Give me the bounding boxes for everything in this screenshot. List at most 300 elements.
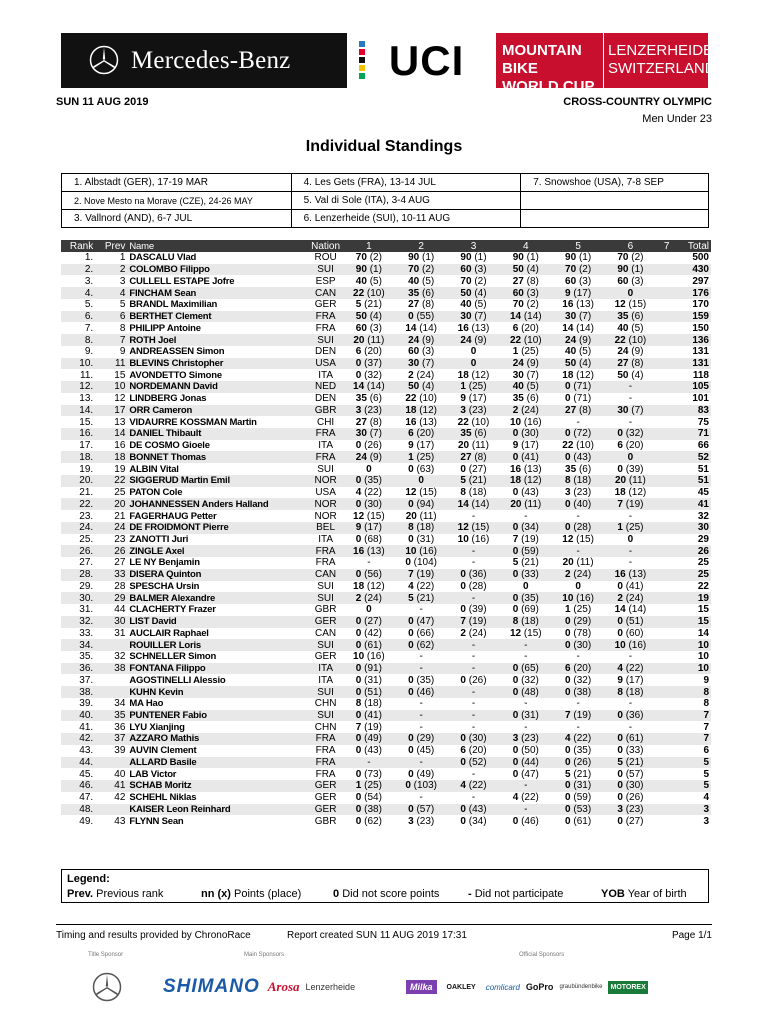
round-4-cell: 18 (12) — [500, 475, 552, 487]
round-2-cell: 0 (57) — [395, 804, 447, 816]
round-2-cell: 1 (25) — [395, 451, 447, 463]
round-5-cell: 14 (14) — [562, 322, 594, 334]
rider-name-cell: ORR Cameron — [127, 405, 308, 417]
round-2-cell — [395, 757, 447, 769]
total-cell: 19 — [677, 592, 711, 604]
round-6-cell: 6 (20) — [617, 440, 644, 452]
table-row — [61, 475, 711, 487]
round-1-cell: 0 (51) — [343, 686, 395, 698]
points-value: 22 — [562, 440, 574, 452]
round-1-cell: 3 (23) — [343, 405, 395, 417]
total-cell: 7 — [677, 733, 711, 745]
points-value: 35 — [565, 463, 577, 475]
points-value: - — [628, 721, 633, 733]
points-value: 0 — [627, 287, 634, 299]
round-6-cell — [604, 416, 656, 428]
points-value: 22 — [509, 334, 522, 346]
points-value: - — [471, 663, 476, 675]
col-round-3: 3 — [447, 240, 499, 252]
points-value: 0 — [617, 792, 623, 804]
rider-name-cell: CLACHERTY Frazer — [129, 604, 216, 616]
points-value: 0 — [617, 428, 623, 440]
total-cell: 101 — [692, 393, 709, 405]
points-value: 18 — [353, 580, 365, 592]
points-value: 0 — [408, 498, 414, 510]
total-cell: 25 — [697, 557, 709, 569]
rank-cell: 23. — [79, 510, 94, 522]
round-5-cell: 0 (40) — [552, 498, 604, 510]
round-4-cell: 90 (1) — [512, 252, 539, 264]
total-cell: 10 — [697, 651, 709, 663]
points-value: 10 — [509, 416, 522, 428]
round-7-cell — [657, 369, 677, 381]
rider-name-cell: DISERA Quinton — [127, 569, 308, 581]
round-2-cell: 40 (5) — [408, 275, 435, 287]
points-value: 24 — [355, 451, 367, 463]
rank-cell: 44. — [61, 757, 95, 769]
points-value: 20 — [458, 440, 470, 452]
points-value: 0 — [565, 815, 571, 827]
round-5-cell: 0 (72) — [552, 428, 604, 440]
venue-title — [603, 33, 716, 88]
points-value: - — [471, 592, 476, 604]
round-2-cell: 0 (94) — [395, 498, 447, 510]
nation-cell: FRA — [309, 757, 343, 769]
round-6-cell: 16 (13) — [604, 569, 656, 581]
rank-cell: 25. — [79, 533, 94, 545]
prev-rank-cell — [95, 757, 127, 769]
points-value: 20 — [353, 334, 365, 346]
points-value: 0 — [617, 616, 623, 628]
main-sponsors — [163, 970, 355, 1004]
points-value: 4 — [355, 487, 362, 499]
round-6-cell: 0 (30) — [604, 780, 656, 792]
round-1-cell: 4 (22) — [355, 487, 382, 499]
points-value: - — [419, 721, 423, 733]
rider-name-cell: KAISER Leon Reinhard — [127, 804, 308, 816]
nation-cell: SUI — [309, 334, 343, 346]
points-value: 60 — [355, 322, 367, 334]
points-value: 2 — [460, 627, 466, 639]
points-value: 0 — [460, 803, 466, 815]
points-value: 8 — [565, 475, 571, 487]
points-value: 70 — [355, 252, 367, 264]
total-cell: 170 — [692, 299, 709, 311]
round-5-cell: 3 (23) — [565, 487, 592, 499]
round-7-cell — [657, 510, 677, 522]
points-value: 60 — [408, 346, 420, 358]
round-3-cell: 22 (10) — [457, 416, 490, 428]
nation-cell: GER — [309, 804, 343, 816]
total-cell: 26 — [677, 545, 711, 557]
round-4-cell: 9 (17) — [512, 440, 539, 452]
round-4-cell: 0 (43) — [512, 487, 539, 499]
nation-cell: NOR — [314, 510, 337, 522]
round-7-cell — [657, 815, 677, 827]
rank-cell: 13. — [79, 393, 94, 405]
nation-cell: SUI — [317, 580, 334, 592]
points-value: - — [576, 721, 580, 733]
round-6-cell: 3 (23) — [604, 804, 656, 816]
nation-cell: USA — [315, 487, 336, 499]
points-value: 4 — [512, 792, 519, 804]
round-3-cell: 12 (15) — [447, 522, 499, 534]
round-4-cell: 0 (50) — [512, 745, 539, 757]
round-6-cell — [604, 534, 656, 546]
points-value: 16 — [405, 416, 417, 428]
points-value: 0 — [565, 627, 571, 639]
round-3-cell: 0 (34) — [460, 815, 487, 827]
round-7-cell — [657, 792, 677, 804]
round-5-cell — [552, 721, 604, 733]
points-value: 0 — [512, 768, 519, 780]
rank-cell: 36. — [61, 663, 95, 675]
prev-rank-cell: 19 — [114, 463, 126, 475]
round-3-cell — [447, 510, 499, 522]
series-line-2: WORLD CUP — [502, 78, 595, 95]
points-value: 8 — [408, 522, 414, 534]
points-value: 7 — [512, 533, 519, 545]
nation-cell: FRA — [309, 311, 343, 323]
venue-line-1: LENZERHEIDE — [608, 42, 714, 59]
nation-cell: GBR — [314, 604, 337, 616]
round-4-cell — [500, 780, 552, 792]
points-value: 20 — [510, 498, 522, 510]
table-row — [61, 451, 711, 463]
prev-rank-cell: 1 — [119, 252, 126, 264]
round-5-cell: 12 (15) — [562, 533, 594, 545]
round-1-cell: 5 (21) — [355, 299, 382, 311]
round-2-cell: 30 (7) — [395, 358, 447, 370]
round-2-cell: 0 (29) — [395, 733, 447, 745]
points-value: 24 — [460, 334, 472, 346]
points-value: 0 — [565, 639, 571, 651]
nation-cell: GER — [309, 616, 343, 628]
table-row — [61, 780, 711, 792]
round-6-cell: 50 (4) — [617, 369, 644, 381]
rider-name-cell: AUVIN Clement — [129, 745, 197, 757]
points-value: 14 — [405, 322, 417, 334]
round-1-cell: 0 (27) — [343, 616, 395, 628]
round-7-cell — [657, 264, 677, 276]
table-row — [61, 733, 711, 745]
round-5-cell: 0 (35) — [565, 745, 592, 757]
points-value: 90 — [355, 264, 367, 276]
points-value: 0 — [366, 604, 372, 616]
points-value: 0 — [355, 627, 362, 639]
nation-cell: SUI — [309, 264, 343, 276]
points-value: 50 — [408, 381, 420, 393]
total-cell: 8 — [703, 698, 709, 710]
round-7-cell — [657, 322, 677, 334]
round-2-cell: 6 (20) — [395, 428, 447, 440]
points-value: 1 — [460, 381, 466, 393]
round-5-cell: 8 (18) — [552, 475, 604, 487]
round-7-cell — [657, 440, 677, 452]
points-value: 50 — [355, 311, 367, 323]
nation-cell: DEN — [315, 393, 337, 405]
prev-rank-cell: 36 — [114, 721, 126, 733]
points-value: 0 — [512, 522, 519, 534]
points-value: 0 — [355, 440, 362, 452]
points-value: 14 — [614, 604, 626, 616]
points-value: - — [628, 651, 633, 663]
round-2-cell: 2 (24) — [408, 369, 435, 381]
total-cell: 500 — [692, 252, 709, 264]
points-value: 90 — [460, 252, 472, 264]
round-3-cell: 2 (24) — [460, 627, 487, 639]
round-7-cell — [657, 686, 677, 698]
points-value: - — [524, 803, 528, 815]
points-value: 3 — [617, 803, 623, 815]
points-value: 40 — [617, 322, 629, 334]
round-6-cell: 0 (33) — [617, 745, 644, 757]
points-value: 0 — [627, 451, 634, 463]
points-value: 9 — [617, 674, 623, 686]
round-7-cell — [657, 299, 677, 311]
round-7-cell — [657, 381, 677, 393]
round-5-cell — [552, 545, 604, 557]
points-value: 0 — [512, 592, 519, 604]
rank-cell: 12. — [61, 381, 95, 393]
round-6-cell: 0 (26) — [617, 792, 644, 804]
prev-rank-cell: 24 — [95, 522, 127, 534]
rank-cell: 32. — [61, 616, 95, 628]
total-cell: 71 — [677, 428, 711, 440]
points-value: - — [524, 651, 528, 663]
round-3-cell — [447, 639, 499, 651]
points-value: 0 — [617, 463, 623, 475]
round-4: 4. Les Gets (FRA), 13-14 JUL — [291, 174, 521, 192]
round-7-cell — [657, 592, 677, 604]
points-value: 30 — [617, 404, 629, 416]
rider-name-cell: BLEVINS Christopher — [127, 358, 308, 370]
prev-rank-cell: 5 — [119, 299, 126, 311]
round-5-cell: 0 (71) — [565, 393, 592, 405]
legend-prev — [67, 888, 163, 900]
rider-name-cell: AGOSTINELLI Alessio — [129, 674, 226, 686]
footer-created: Report created SUN 11 AUG 2019 17:31 — [287, 930, 467, 941]
points-value: 16 — [509, 463, 522, 475]
round-5-cell: 24 (9) — [552, 334, 604, 346]
prev-rank-cell: 38 — [95, 663, 127, 675]
total-cell: 75 — [697, 416, 709, 428]
round-6-cell: 0 (60) — [617, 627, 644, 639]
points-value: 0 — [355, 733, 362, 745]
rider-name-cell: SPESCHA Ursin — [129, 580, 200, 592]
points-value: - — [628, 381, 633, 393]
prev-rank-cell: 42 — [114, 792, 126, 804]
round-6-cell — [604, 393, 656, 405]
round-3-cell — [447, 545, 499, 557]
round-1-cell: 90 (1) — [343, 264, 395, 276]
points-value: 0 — [408, 674, 414, 686]
points-value: 0 — [565, 381, 571, 393]
nation-cell: FRA — [315, 745, 336, 757]
points-value: 24 — [617, 346, 629, 358]
points-value: - — [471, 639, 476, 651]
total-cell: 15 — [677, 616, 711, 628]
round-6-cell — [604, 557, 656, 569]
table-row — [61, 674, 711, 686]
rank-cell: 34. — [61, 639, 95, 651]
round-7-cell — [657, 698, 677, 710]
points-value: 18 — [562, 369, 574, 381]
nation-cell: GER — [314, 792, 337, 804]
prev-rank-cell: 39 — [114, 745, 126, 757]
legend-zero-desc: Did not score points — [342, 888, 440, 900]
round-7-cell — [657, 522, 677, 534]
round-2-cell: 50 (4) — [395, 381, 447, 393]
points-value: - — [576, 416, 580, 428]
rider-name-cell: FONTANA Filippo — [127, 663, 308, 675]
points-value: 0 — [565, 780, 571, 792]
table-row — [61, 628, 711, 640]
points-value: 27 — [408, 299, 420, 311]
nation-cell: FRA — [315, 768, 336, 780]
rank-cell: 41. — [79, 721, 94, 733]
round-3-cell — [447, 346, 499, 358]
points-value: 0 — [617, 780, 623, 792]
points-value: 0 — [565, 522, 571, 534]
round-5-cell: 2 (24) — [552, 569, 604, 581]
points-value: 12 — [509, 627, 522, 639]
round-1-cell: 14 (14) — [343, 381, 395, 393]
round-4-cell — [500, 721, 552, 733]
round-7-cell — [657, 393, 677, 405]
round-1-cell: 30 (7) — [343, 428, 395, 440]
points-value: 0 — [355, 357, 362, 369]
nation-cell: USA — [309, 358, 343, 370]
points-value: - — [419, 710, 423, 721]
prev-rank-cell: 30 — [95, 616, 127, 628]
round-5-cell: 30 (7) — [552, 311, 604, 323]
round-7-cell — [657, 405, 677, 417]
round-4-cell: 60 (3) — [500, 287, 552, 299]
nation-cell: ITA — [318, 440, 334, 452]
points-value: 0 — [575, 580, 581, 592]
points-value: 40 — [512, 381, 524, 393]
round-4-cell: 40 (5) — [500, 381, 552, 393]
round-7-cell — [657, 463, 677, 475]
round-4-cell: 70 (2) — [512, 299, 539, 311]
points-value: 16 — [562, 299, 574, 311]
round-2-cell — [395, 792, 447, 804]
round-5-cell: 0 (78) — [565, 627, 592, 639]
round-2-cell: 0 (46) — [395, 686, 447, 698]
points-value: 0 — [460, 604, 466, 616]
round-4-cell: 7 (19) — [512, 533, 539, 545]
points-value: 0 — [512, 745, 519, 757]
points-value: 0 — [460, 733, 466, 745]
round-7-cell — [657, 534, 677, 546]
round-1-cell: 0 (43) — [355, 745, 382, 757]
total-cell: 7 — [703, 721, 709, 733]
round-6-cell: 14 (14) — [614, 604, 647, 616]
points-value: 30 — [355, 428, 367, 440]
points-value: 5 — [617, 756, 623, 768]
points-value: 7 — [408, 569, 414, 581]
round-6-cell: 9 (17) — [617, 674, 644, 686]
nation-cell: SUI — [317, 463, 334, 475]
round-6-cell — [604, 451, 656, 463]
points-value: - — [471, 710, 476, 721]
points-value: 8 — [355, 698, 362, 710]
round-1-cell: 0 (31) — [355, 674, 382, 686]
round-2-cell: 0 (55) — [395, 311, 447, 323]
rank-cell: 10. — [61, 358, 95, 370]
points-value: 70 — [408, 264, 420, 276]
round-7-cell — [657, 311, 677, 323]
col-prev: Prev — [95, 240, 127, 252]
points-value: 2 — [512, 404, 519, 416]
points-value: 1 — [355, 780, 362, 792]
rank-cell: 47. — [79, 792, 94, 804]
points-value: 70 — [460, 275, 472, 287]
arosa-logo: Arosa — [267, 979, 300, 994]
prev-rank-cell: 8 — [119, 322, 126, 334]
prev-rank-cell: 15 — [114, 369, 126, 381]
page-title: Individual Standings — [305, 138, 463, 155]
col-round-7: 7 — [657, 240, 677, 252]
table-row — [61, 252, 711, 264]
round-3-cell: 1 (25) — [447, 381, 499, 393]
points-value: - — [471, 768, 476, 780]
points-value: 3 — [512, 733, 519, 745]
legend — [61, 869, 709, 903]
points-value: 1 — [512, 346, 519, 358]
round-3-cell — [447, 358, 499, 370]
points-value: 0 — [355, 815, 362, 827]
prev-rank-cell: 16 — [114, 440, 126, 452]
points-value: 0 — [355, 792, 362, 804]
points-value: - — [628, 393, 633, 405]
round-6-cell: 0 (41) — [617, 580, 644, 592]
round-4-cell: 0 (46) — [512, 815, 539, 827]
round-7-cell — [657, 757, 677, 769]
points-value: 10 — [614, 639, 626, 651]
round-7-cell — [657, 639, 677, 651]
points-value: 60 — [617, 275, 629, 287]
round-3-cell: 60 (3) — [447, 264, 499, 276]
round-5-cell: 7 (19) — [552, 710, 604, 722]
table-row — [61, 557, 711, 569]
points-value: 3 — [460, 404, 466, 416]
round-5-cell: 70 (2) — [552, 264, 604, 276]
points-value: 70 — [617, 252, 629, 264]
round-2-cell — [395, 651, 447, 663]
rider-name-cell: LYU Xianjing — [129, 721, 185, 733]
legend-zero — [333, 888, 439, 900]
round-2-cell: 20 (11) — [405, 510, 437, 522]
round-5-cell: 0 (38) — [552, 686, 604, 698]
nation-cell: FRA — [309, 451, 343, 463]
points-value: 5 — [355, 299, 362, 311]
series-line-1: MOUNTAIN BIKE — [502, 42, 582, 77]
round-2-cell: 35 (6) — [395, 287, 447, 299]
rider-name-cell: BRANDL Maximilian — [129, 299, 218, 311]
round-6-cell: 0 (39) — [617, 463, 644, 475]
total-cell: 118 — [692, 369, 709, 381]
points-value: 16 — [353, 545, 365, 557]
total-cell: 45 — [697, 487, 709, 499]
round-6-cell: 90 (1) — [604, 264, 656, 276]
rank-cell: 1. — [84, 252, 94, 264]
total-cell: 5 — [677, 780, 711, 792]
points-value: 0 — [460, 756, 466, 768]
round-6-cell — [604, 510, 656, 522]
points-value: - — [524, 721, 528, 733]
